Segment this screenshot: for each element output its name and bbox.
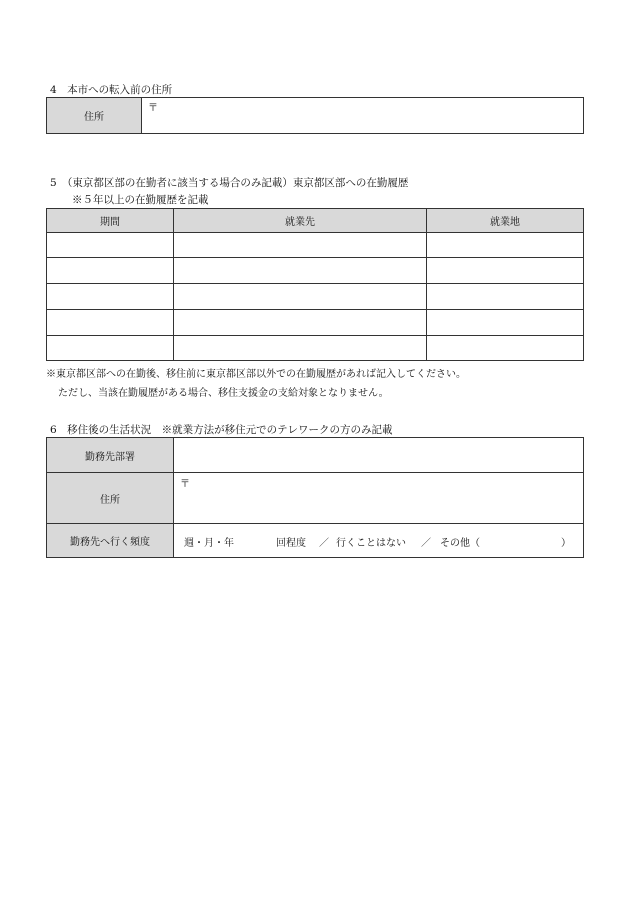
location-cell[interactable] xyxy=(427,233,584,258)
frequency-field[interactable] xyxy=(174,524,584,558)
section6-table xyxy=(46,437,584,558)
section5-note2: ただし、当該在勤履歴がある場合、移住支援金の支給対象となりません。 xyxy=(58,388,389,399)
freq-never: 行くことはない xyxy=(336,538,406,549)
address-field[interactable] xyxy=(142,98,584,134)
frequency-label-cell xyxy=(47,524,174,558)
table-row xyxy=(47,284,584,310)
employer-cell[interactable] xyxy=(174,258,427,284)
freq-times: 回程度 xyxy=(276,538,306,549)
table-row xyxy=(47,336,584,361)
address-field[interactable] xyxy=(174,473,584,524)
separator: ／ xyxy=(319,538,329,549)
address-label: 住所 xyxy=(100,494,120,506)
table-row xyxy=(47,233,584,258)
location-cell[interactable] xyxy=(427,310,584,336)
column-header-period: 期間 xyxy=(47,209,174,233)
work-history-table xyxy=(46,208,584,361)
table-header-row xyxy=(47,209,584,233)
table-row xyxy=(47,310,584,336)
section5-heading: 5 （東京都区部の在勤者に該当する場合のみ記載）東京都区部への在勤履歴 xyxy=(50,177,409,189)
postal-mark: 〒 xyxy=(180,479,190,490)
dept-field[interactable] xyxy=(174,438,584,473)
employer-cell[interactable] xyxy=(174,310,427,336)
column-header-location: 就業地 xyxy=(427,209,584,233)
separator: ／ xyxy=(421,538,431,549)
period-cell[interactable] xyxy=(47,310,174,336)
section5-note1: ※東京都区部への在勤後、移住前に東京都区部以外での在勤履歴があれば記入してください。 xyxy=(46,369,466,380)
location-cell[interactable] xyxy=(427,336,584,361)
column-header-employer: 就業先 xyxy=(174,209,427,233)
employer-cell[interactable] xyxy=(174,336,427,361)
period-cell[interactable] xyxy=(47,284,174,310)
postal-mark: 〒 xyxy=(148,103,158,114)
period-cell[interactable] xyxy=(47,336,174,361)
table-row xyxy=(47,258,584,284)
section4-heading: 4 本市への転入前の住所 xyxy=(50,84,173,96)
employer-cell[interactable] xyxy=(174,284,427,310)
period-cell[interactable] xyxy=(47,233,174,258)
freq-unit: 週・月・年 xyxy=(184,538,234,549)
section5-subheading: ※５年以上の在勤履歴を記載 xyxy=(72,194,209,206)
dept-label: 勤務先部署 xyxy=(85,451,135,463)
location-cell[interactable] xyxy=(427,284,584,310)
section6-heading: 6 移住後の生活状況 ※就業方法が移住元でのテレワークの方のみ記載 xyxy=(50,424,393,436)
address-label-cell xyxy=(47,473,174,524)
dept-label-cell xyxy=(47,438,174,473)
employer-cell[interactable] xyxy=(174,233,427,258)
period-cell[interactable] xyxy=(47,258,174,284)
freq-close: ） xyxy=(561,538,571,549)
location-cell[interactable] xyxy=(427,258,584,284)
section4-table xyxy=(46,97,584,134)
frequency-label: 勤務先へ行く頻度 xyxy=(70,537,150,548)
address-label: 住所 xyxy=(84,112,104,123)
freq-other: その他（ xyxy=(440,538,480,549)
address-label-cell xyxy=(47,98,142,134)
